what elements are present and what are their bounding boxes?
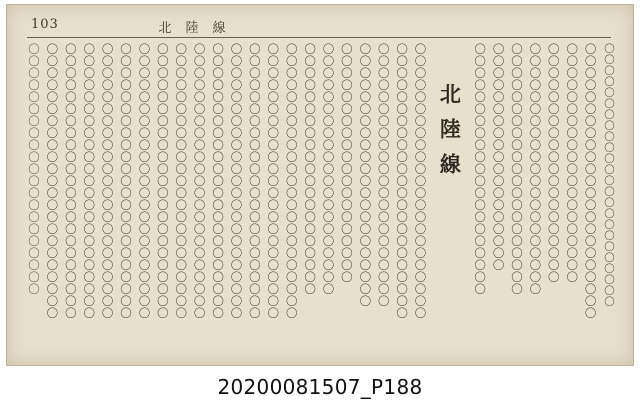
header-rule: [27, 37, 611, 38]
text-column: 〇〇〇〇〇〇〇〇〇〇〇〇〇〇〇〇〇〇〇〇〇〇〇: [229, 43, 244, 319]
text-column: 〇〇〇〇〇〇〇〇〇〇〇〇〇〇〇〇〇〇〇〇: [546, 43, 561, 283]
text-column: 〇〇〇〇〇〇〇〇〇〇〇〇〇〇〇〇〇〇〇〇〇〇〇〇: [603, 43, 615, 307]
page-header: [29, 15, 609, 37]
text-column: 〇〇〇〇〇〇〇〇〇〇〇〇〇〇〇〇〇〇〇〇: [565, 43, 580, 283]
text-column: 〇〇〇〇〇〇〇〇〇〇〇〇〇〇〇〇〇〇〇〇〇〇: [358, 43, 373, 307]
text-column: 〇〇〇〇〇〇〇〇〇〇〇〇〇〇〇〇〇〇〇〇〇: [303, 43, 318, 295]
text-column: 〇〇〇〇〇〇〇〇〇〇〇〇〇〇〇〇〇〇〇〇〇: [528, 43, 543, 295]
text-column: 〇〇〇〇〇〇〇〇〇〇〇〇〇〇〇〇〇〇〇〇〇〇〇: [174, 43, 189, 319]
text-column: 〇〇〇〇〇〇〇〇〇〇〇〇〇〇〇〇〇〇〇: [491, 43, 506, 271]
text-column: 〇〇〇〇〇〇〇〇〇〇〇〇〇〇〇〇〇〇〇〇〇〇: [376, 43, 391, 307]
column-gap: [462, 43, 468, 355]
text-column: 〇〇〇〇〇〇〇〇〇〇〇〇〇〇〇〇〇〇〇〇: [339, 43, 354, 283]
text-column: 〇〇〇〇〇〇〇〇〇〇〇〇〇〇〇〇〇〇〇〇〇〇〇: [413, 43, 428, 319]
text-column: 〇〇〇〇〇〇〇〇〇〇〇〇〇〇〇〇〇〇〇〇〇: [27, 43, 41, 295]
text-column: 〇〇〇〇〇〇〇〇〇〇〇〇〇〇〇〇〇〇〇〇〇〇〇: [247, 43, 262, 319]
vertical-text-columns: [27, 43, 615, 359]
page-body: [27, 43, 615, 359]
text-column: 〇〇〇〇〇〇〇〇〇〇〇〇〇〇〇〇〇〇〇〇〇〇〇: [284, 43, 299, 319]
text-column: 〇〇〇〇〇〇〇〇〇〇〇〇〇〇〇〇〇〇〇〇〇〇〇: [155, 43, 170, 319]
text-column: 〇〇〇〇〇〇〇〇〇〇〇〇〇〇〇〇〇〇〇〇〇〇〇: [583, 43, 598, 319]
text-column: 〇〇〇〇〇〇〇〇〇〇〇〇〇〇〇〇〇〇〇〇〇〇〇: [63, 43, 78, 319]
text-column: 〇〇〇〇〇〇〇〇〇〇〇〇〇〇〇〇〇〇〇〇〇〇〇: [82, 43, 97, 319]
text-column: 〇〇〇〇〇〇〇〇〇〇〇〇〇〇〇〇〇〇〇〇〇〇〇: [266, 43, 281, 319]
text-column: 〇〇〇〇〇〇〇〇〇〇〇〇〇〇〇〇〇〇〇〇〇〇〇: [45, 43, 60, 319]
caption-bar: [0, 370, 640, 406]
text-column: 〇〇〇〇〇〇〇〇〇〇〇〇〇〇〇〇〇〇〇〇〇〇〇: [395, 43, 410, 319]
text-column: 〇〇〇〇〇〇〇〇〇〇〇〇〇〇〇〇〇〇〇〇〇〇〇: [211, 43, 226, 319]
text-column: 〇〇〇〇〇〇〇〇〇〇〇〇〇〇〇〇〇〇〇〇〇: [473, 43, 488, 295]
text-column: 〇〇〇〇〇〇〇〇〇〇〇〇〇〇〇〇〇〇〇〇〇〇〇: [119, 43, 134, 319]
text-column: 〇〇〇〇〇〇〇〇〇〇〇〇〇〇〇〇〇〇〇〇〇: [509, 43, 524, 295]
page-number: 103: [31, 17, 59, 32]
text-column: 〇〇〇〇〇〇〇〇〇〇〇〇〇〇〇〇〇〇〇〇〇: [321, 43, 336, 295]
section-title: 北陸線: [437, 83, 463, 188]
image-caption: 20200081507_P188: [217, 375, 423, 399]
text-column: 〇〇〇〇〇〇〇〇〇〇〇〇〇〇〇〇〇〇〇〇〇〇〇: [192, 43, 207, 319]
running-header: 北陸線: [158, 21, 240, 36]
text-column: 〇〇〇〇〇〇〇〇〇〇〇〇〇〇〇〇〇〇〇〇〇〇〇: [100, 43, 115, 319]
text-column: 〇〇〇〇〇〇〇〇〇〇〇〇〇〇〇〇〇〇〇〇〇〇〇: [137, 43, 152, 319]
scanned-book-page: [6, 4, 634, 366]
